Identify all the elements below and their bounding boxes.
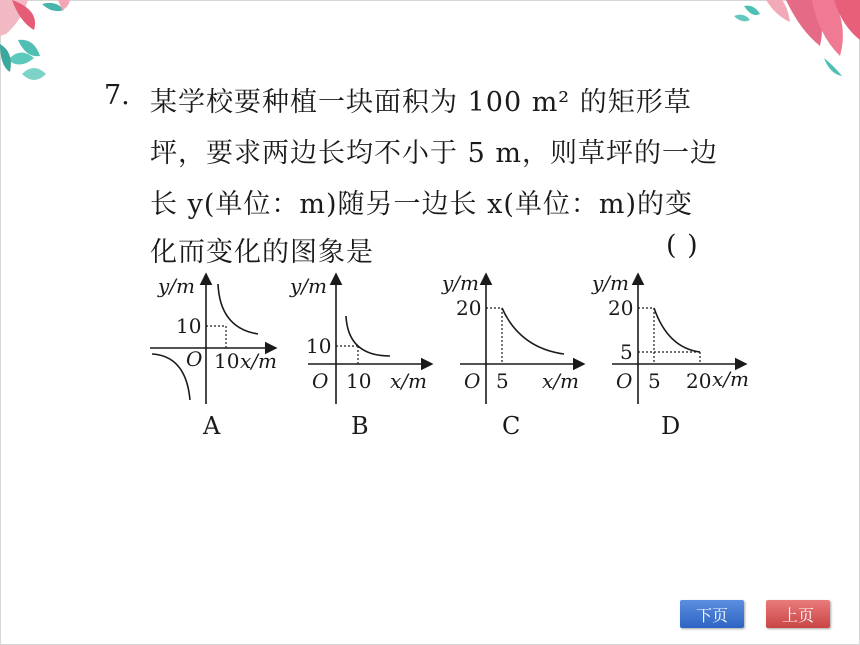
graph-a <box>150 274 277 404</box>
graph-a-x-label: x/m <box>240 349 277 373</box>
graph-b-origin: O <box>312 369 329 393</box>
option-d-label: D <box>661 412 681 440</box>
graph-b-x-tick: 10 <box>346 369 372 393</box>
prev-page-button[interactable]: 上页 <box>766 600 830 628</box>
option-c-label: C <box>502 412 521 440</box>
question-line-1: 某学校要种植一块面积为 100 m² 的矩形草 <box>150 87 692 118</box>
graph-c-y-tick: 20 <box>456 296 482 320</box>
option-graphs <box>140 268 780 418</box>
graph-c <box>441 271 584 404</box>
graph-c-y-label: y/m <box>442 271 480 295</box>
question-line-3: 长 y(单位：m)随另一边长 x(单位：m)的变 <box>150 189 693 220</box>
leaf-decoration-right <box>730 0 860 80</box>
graph-a-y-tick: 10 <box>176 314 202 338</box>
option-a-label: A <box>203 412 221 440</box>
leaf-decoration-left <box>0 0 90 95</box>
graph-d-x-tick-5: 5 <box>648 369 661 393</box>
graph-a-origin: O <box>186 347 203 371</box>
option-b-label: B <box>351 412 369 440</box>
graph-b-y-label: y/m <box>290 274 328 298</box>
graph-b-x-label: x/m <box>390 369 427 393</box>
answer-blank: ( ) <box>666 230 699 261</box>
question-line-4: 化而变化的图象是 <box>150 237 374 268</box>
graph-d-x-label: x/m <box>712 367 749 391</box>
graph-a-y-label: y/m <box>158 274 196 298</box>
graph-c-x-tick: 5 <box>496 369 509 393</box>
graph-d-origin: O <box>616 369 633 393</box>
graph-d-y-tick-5: 5 <box>620 340 633 364</box>
question-line-2: 坪，要求两边长均不小于 5 m，则草坪的一边 <box>150 138 718 169</box>
graph-b <box>289 274 432 404</box>
graph-c-origin: O <box>464 369 481 393</box>
graph-d-y-tick-20: 20 <box>608 296 634 320</box>
question-number: 7. <box>104 80 130 111</box>
graph-b-y-tick: 10 <box>306 334 332 358</box>
graph-c-x-label: x/m <box>542 369 579 393</box>
graph-d <box>591 271 749 404</box>
graph-a-x-tick: 10 <box>214 349 240 373</box>
graph-d-x-tick-20: 20 <box>686 369 712 393</box>
next-page-button[interactable]: 下页 <box>680 600 744 628</box>
graph-d-y-label: y/m <box>592 271 630 295</box>
